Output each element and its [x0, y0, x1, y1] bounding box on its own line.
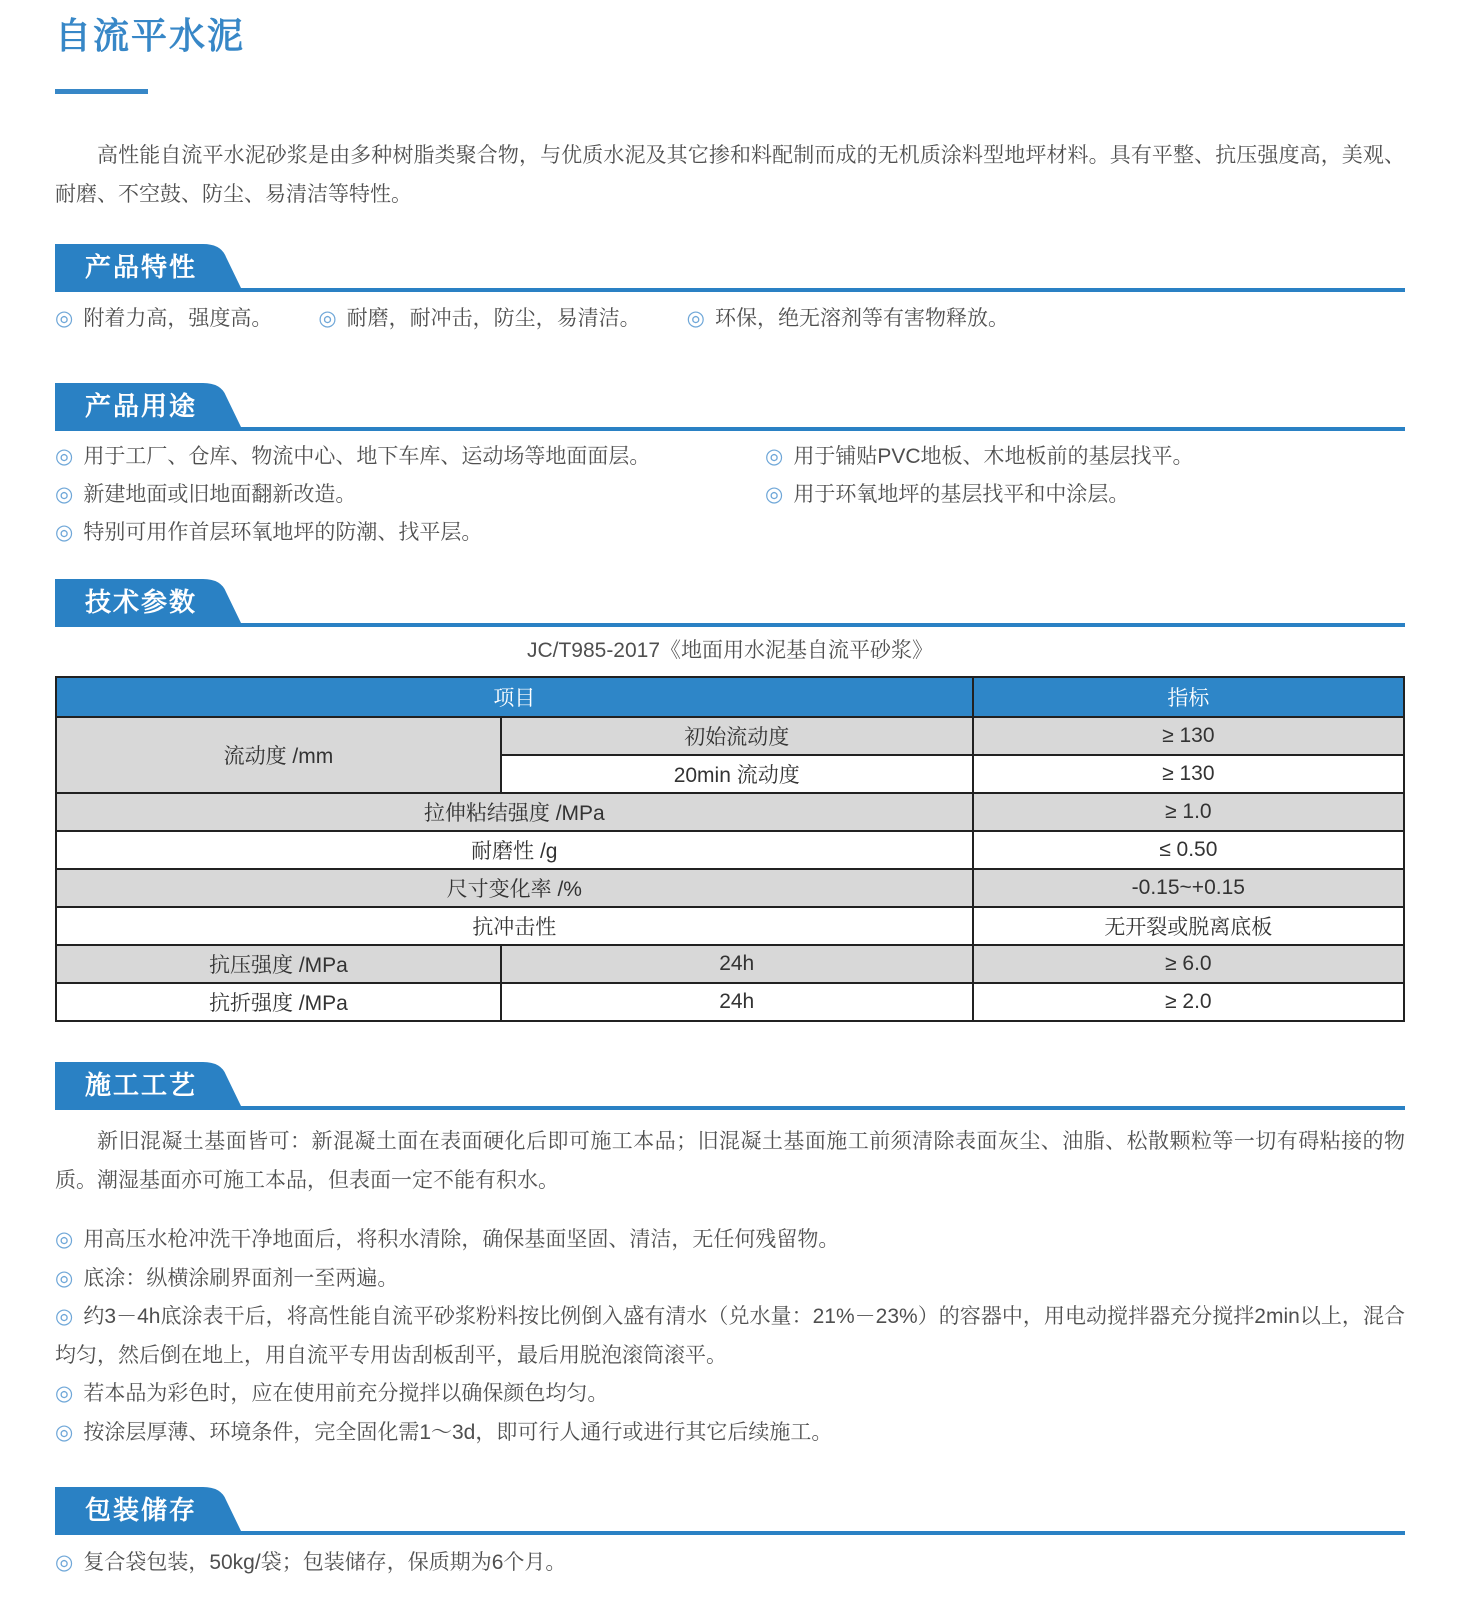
process-item [55, 1414, 1405, 1453]
packaging-item [55, 1548, 1405, 1578]
use-item [55, 480, 765, 510]
section-rule [55, 1531, 1405, 1535]
cell-group-label: 流动度 /mm [56, 717, 501, 793]
section-rule [55, 1106, 1405, 1110]
table-row [56, 983, 1404, 1021]
uses-list [55, 442, 1405, 556]
section-tab [55, 1487, 245, 1535]
use-item-text: 用于铺贴PVC地板、木地板前的基层找平。 [793, 445, 1194, 468]
bullet-icon: ◎ [55, 1266, 74, 1290]
feature-item [687, 304, 1009, 334]
use-item [765, 442, 1405, 472]
bullet-icon: ◎ [55, 1551, 74, 1574]
table-caption: JC/T985-2017《地面用水泥基自流平砂浆》 [526, 639, 934, 662]
bullet-icon: ◎ [55, 1420, 74, 1444]
cell-name: 抗压强度 /MPa [56, 945, 501, 983]
section-rule [55, 288, 1405, 292]
section-tab [55, 1062, 245, 1110]
bullet-icon: ◎ [318, 307, 337, 330]
cell-value: ≥ 2.0 [973, 983, 1404, 1021]
process-item [55, 1298, 1405, 1375]
bullet-icon: ◎ [55, 1228, 74, 1251]
section-header-features [55, 244, 1405, 292]
cell-value: ≥ 1.0 [973, 793, 1404, 831]
section-header-parameters [55, 579, 1405, 627]
cell-name: 20min 流动度 [501, 755, 973, 793]
cell-value: ≥ 6.0 [973, 945, 1404, 983]
packaging-list [55, 1548, 1405, 1578]
bullet-icon: ◎ [55, 483, 74, 506]
cell-name: 抗折强度 /MPa [56, 983, 501, 1021]
cell-name: 抗冲击性 [56, 907, 973, 945]
bullet-icon: ◎ [55, 521, 74, 544]
section-title: 技术参数 [85, 587, 198, 617]
use-item [55, 518, 765, 548]
bullet-icon: ◎ [55, 1382, 74, 1405]
process-paragraph: 新旧混凝土基面皆可：新混凝土面在表面硬化后即可施工本品；旧混凝土基面施工前须清除表面灰尘、油脂、松散颗粒等一切有碍粘接的物质。潮湿基面亦可施工本品，但表面一定不能有积水。 [55, 1130, 1405, 1192]
use-item-text: 新建地面或旧地面翻新改造。 [83, 483, 357, 506]
cell-value: ≥ 130 [973, 755, 1404, 793]
parameters-table [55, 676, 1405, 1022]
process-item-text: 约3－4h底涂表干后，将高性能自流平砂浆粉料按比例倒入盛有清水（兑水量：21%－23%）的容器中，用电动搅拌器充分搅拌2min以上，混合均匀，然后倒在地上，用自流平专用齿刮板刮平，最后用脱泡滚筒滚平。 [55, 1305, 1405, 1367]
feature-item-text: 环保，绝无溶剂等有害物释放。 [714, 307, 1009, 330]
table-row [56, 869, 1404, 907]
process-item [55, 1375, 1405, 1414]
column-header-index: 指标 [973, 677, 1404, 717]
cell-value: 无开裂或脱离底板 [973, 907, 1404, 945]
use-item [765, 480, 1405, 510]
process-item-text: 用高压水枪冲洗干净地面后，将积水清除，确保基面坚固、清洁，无任何残留物。 [83, 1228, 840, 1251]
table-header-row [56, 677, 1404, 717]
section-tab [55, 579, 245, 627]
cell-name: 尺寸变化率 /% [56, 869, 973, 907]
bullet-icon: ◎ [55, 445, 74, 468]
page-title: 自流平水泥 [55, 15, 246, 56]
bullet-icon: ◎ [765, 445, 784, 468]
table-row [56, 717, 1404, 755]
cell-time: 24h [501, 983, 973, 1021]
use-item-text: 特别可用作首层环氧地坪的防潮、找平层。 [83, 521, 483, 544]
process-item-text: 若本品为彩色时，应在使用前充分搅拌以确保颜色均匀。 [83, 1382, 609, 1405]
section-tab [55, 383, 245, 431]
cell-value: ≤ 0.50 [973, 831, 1404, 869]
feature-item-text: 附着力高，强度高。 [83, 307, 273, 330]
bullet-icon: ◎ [686, 307, 705, 330]
section-header-packaging [55, 1487, 1405, 1535]
section-header-process [55, 1062, 1405, 1110]
features-list [55, 304, 1405, 334]
process-list [55, 1221, 1405, 1452]
table-row [56, 831, 1404, 869]
feature-item [318, 304, 640, 334]
feature-item [55, 304, 272, 334]
use-item-text: 用于工厂、仓库、物流中心、地下车库、运动场等地面面层。 [83, 445, 651, 468]
cell-name: 初始流动度 [501, 717, 973, 755]
cell-value: ≥ 130 [973, 717, 1404, 755]
section-header-uses [55, 383, 1405, 431]
section-rule [55, 623, 1405, 627]
process-item-text: 按涂层厚薄、环境条件，完全固化需1～3d，即可行人通行或进行其它后续施工。 [83, 1420, 833, 1444]
section-title: 产品用途 [85, 391, 198, 421]
bullet-icon: ◎ [55, 307, 74, 330]
packaging-item-text: 复合袋包装，50kg/袋；包装储存，保质期为6个月。 [83, 1551, 567, 1574]
uses-column-right [765, 442, 1405, 556]
title-underline [55, 89, 148, 94]
use-item-text: 用于环氧地坪的基层找平和中涂层。 [793, 483, 1130, 506]
cell-value: -0.15~+0.15 [973, 869, 1404, 907]
cell-time: 24h [501, 945, 973, 983]
bullet-icon: ◎ [55, 1305, 74, 1328]
section-tab [55, 244, 245, 292]
table-row [56, 945, 1404, 983]
cell-name: 拉伸粘结强度 /MPa [56, 793, 973, 831]
section-title: 包装储存 [85, 1495, 198, 1525]
feature-item-text: 耐磨，耐冲击，防尘，易清洁。 [346, 307, 641, 330]
process-item [55, 1260, 1405, 1299]
use-item [55, 442, 765, 472]
table-row [56, 793, 1404, 831]
uses-column-left [55, 442, 765, 556]
column-header-item: 项目 [56, 677, 973, 717]
section-rule [55, 427, 1405, 431]
table-row [56, 907, 1404, 945]
process-item-text: 底涂：纵横涂刷界面剂一至两遍。 [83, 1266, 399, 1290]
process-item [55, 1221, 1405, 1260]
section-title: 产品特性 [85, 252, 198, 282]
bullet-icon: ◎ [765, 483, 784, 506]
section-title: 施工工艺 [85, 1070, 198, 1100]
intro-paragraph: 高性能自流平水泥砂浆是由多种树脂类聚合物，与优质水泥及其它掺和料配制而成的无机质涂料型地坪材料。具有平整、抗压强度高，美观、耐磨、不空鼓、防尘、易清洁等特性。 [55, 144, 1405, 206]
cell-name: 耐磨性 /g [56, 831, 973, 869]
